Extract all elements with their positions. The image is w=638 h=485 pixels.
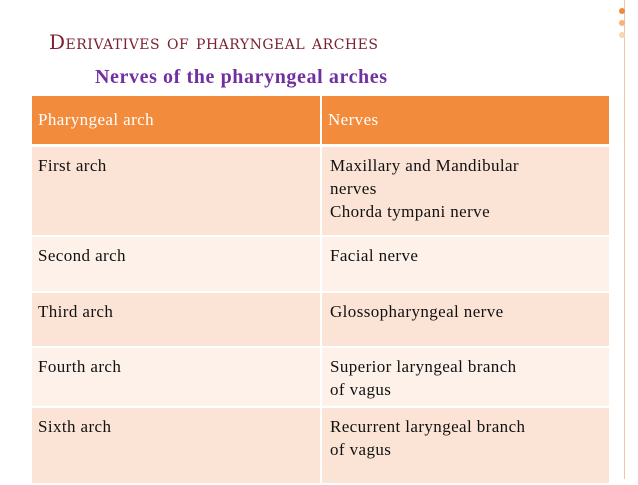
nerve-line: of vagus [330,380,392,399]
header-pharyngeal-arch: Pharyngeal arch [32,96,321,146]
arch-cell: Third arch [32,292,321,347]
table-row [32,146,610,237]
nerves-cell [321,347,610,407]
nerve-line: Glossopharyngeal nerve [330,302,504,321]
nerve-line: Recurrent laryngeal branch [330,417,526,436]
nerves-cell [321,292,610,347]
arch-cell: First arch [32,146,321,237]
nerves-cell [321,146,610,237]
table-header-row [32,96,610,146]
header-nerves: Nerves [321,96,610,146]
nerve-line: Chorda tympani nerve [330,202,491,221]
arch-cell: Second arch [32,236,321,292]
table-row [32,292,610,347]
slide-title: Derivatives of pharyngeal arches [49,30,379,54]
nerve-line: Superior laryngeal branch [330,357,517,376]
slide-subtitle: Nerves of the pharyngeal arches [95,66,388,88]
nerves-cell [321,236,610,292]
arch-cell: Sixth arch [32,407,321,484]
table-row [32,236,610,292]
nerves-table [32,96,611,485]
nerve-line: of vagus [330,440,392,459]
slide-right-border [624,0,625,479]
nerves-cell [321,407,610,484]
arch-cell: Fourth arch [32,347,321,407]
table-row [32,347,610,407]
dot-icon [619,20,625,26]
nerve-line: Maxillary and Mandibular [330,156,519,175]
table-row [32,407,610,484]
nerve-line: nerves [330,179,377,198]
nerve-line: Facial nerve [330,246,419,265]
dot-icon [619,32,625,38]
dot-icon [619,8,625,14]
